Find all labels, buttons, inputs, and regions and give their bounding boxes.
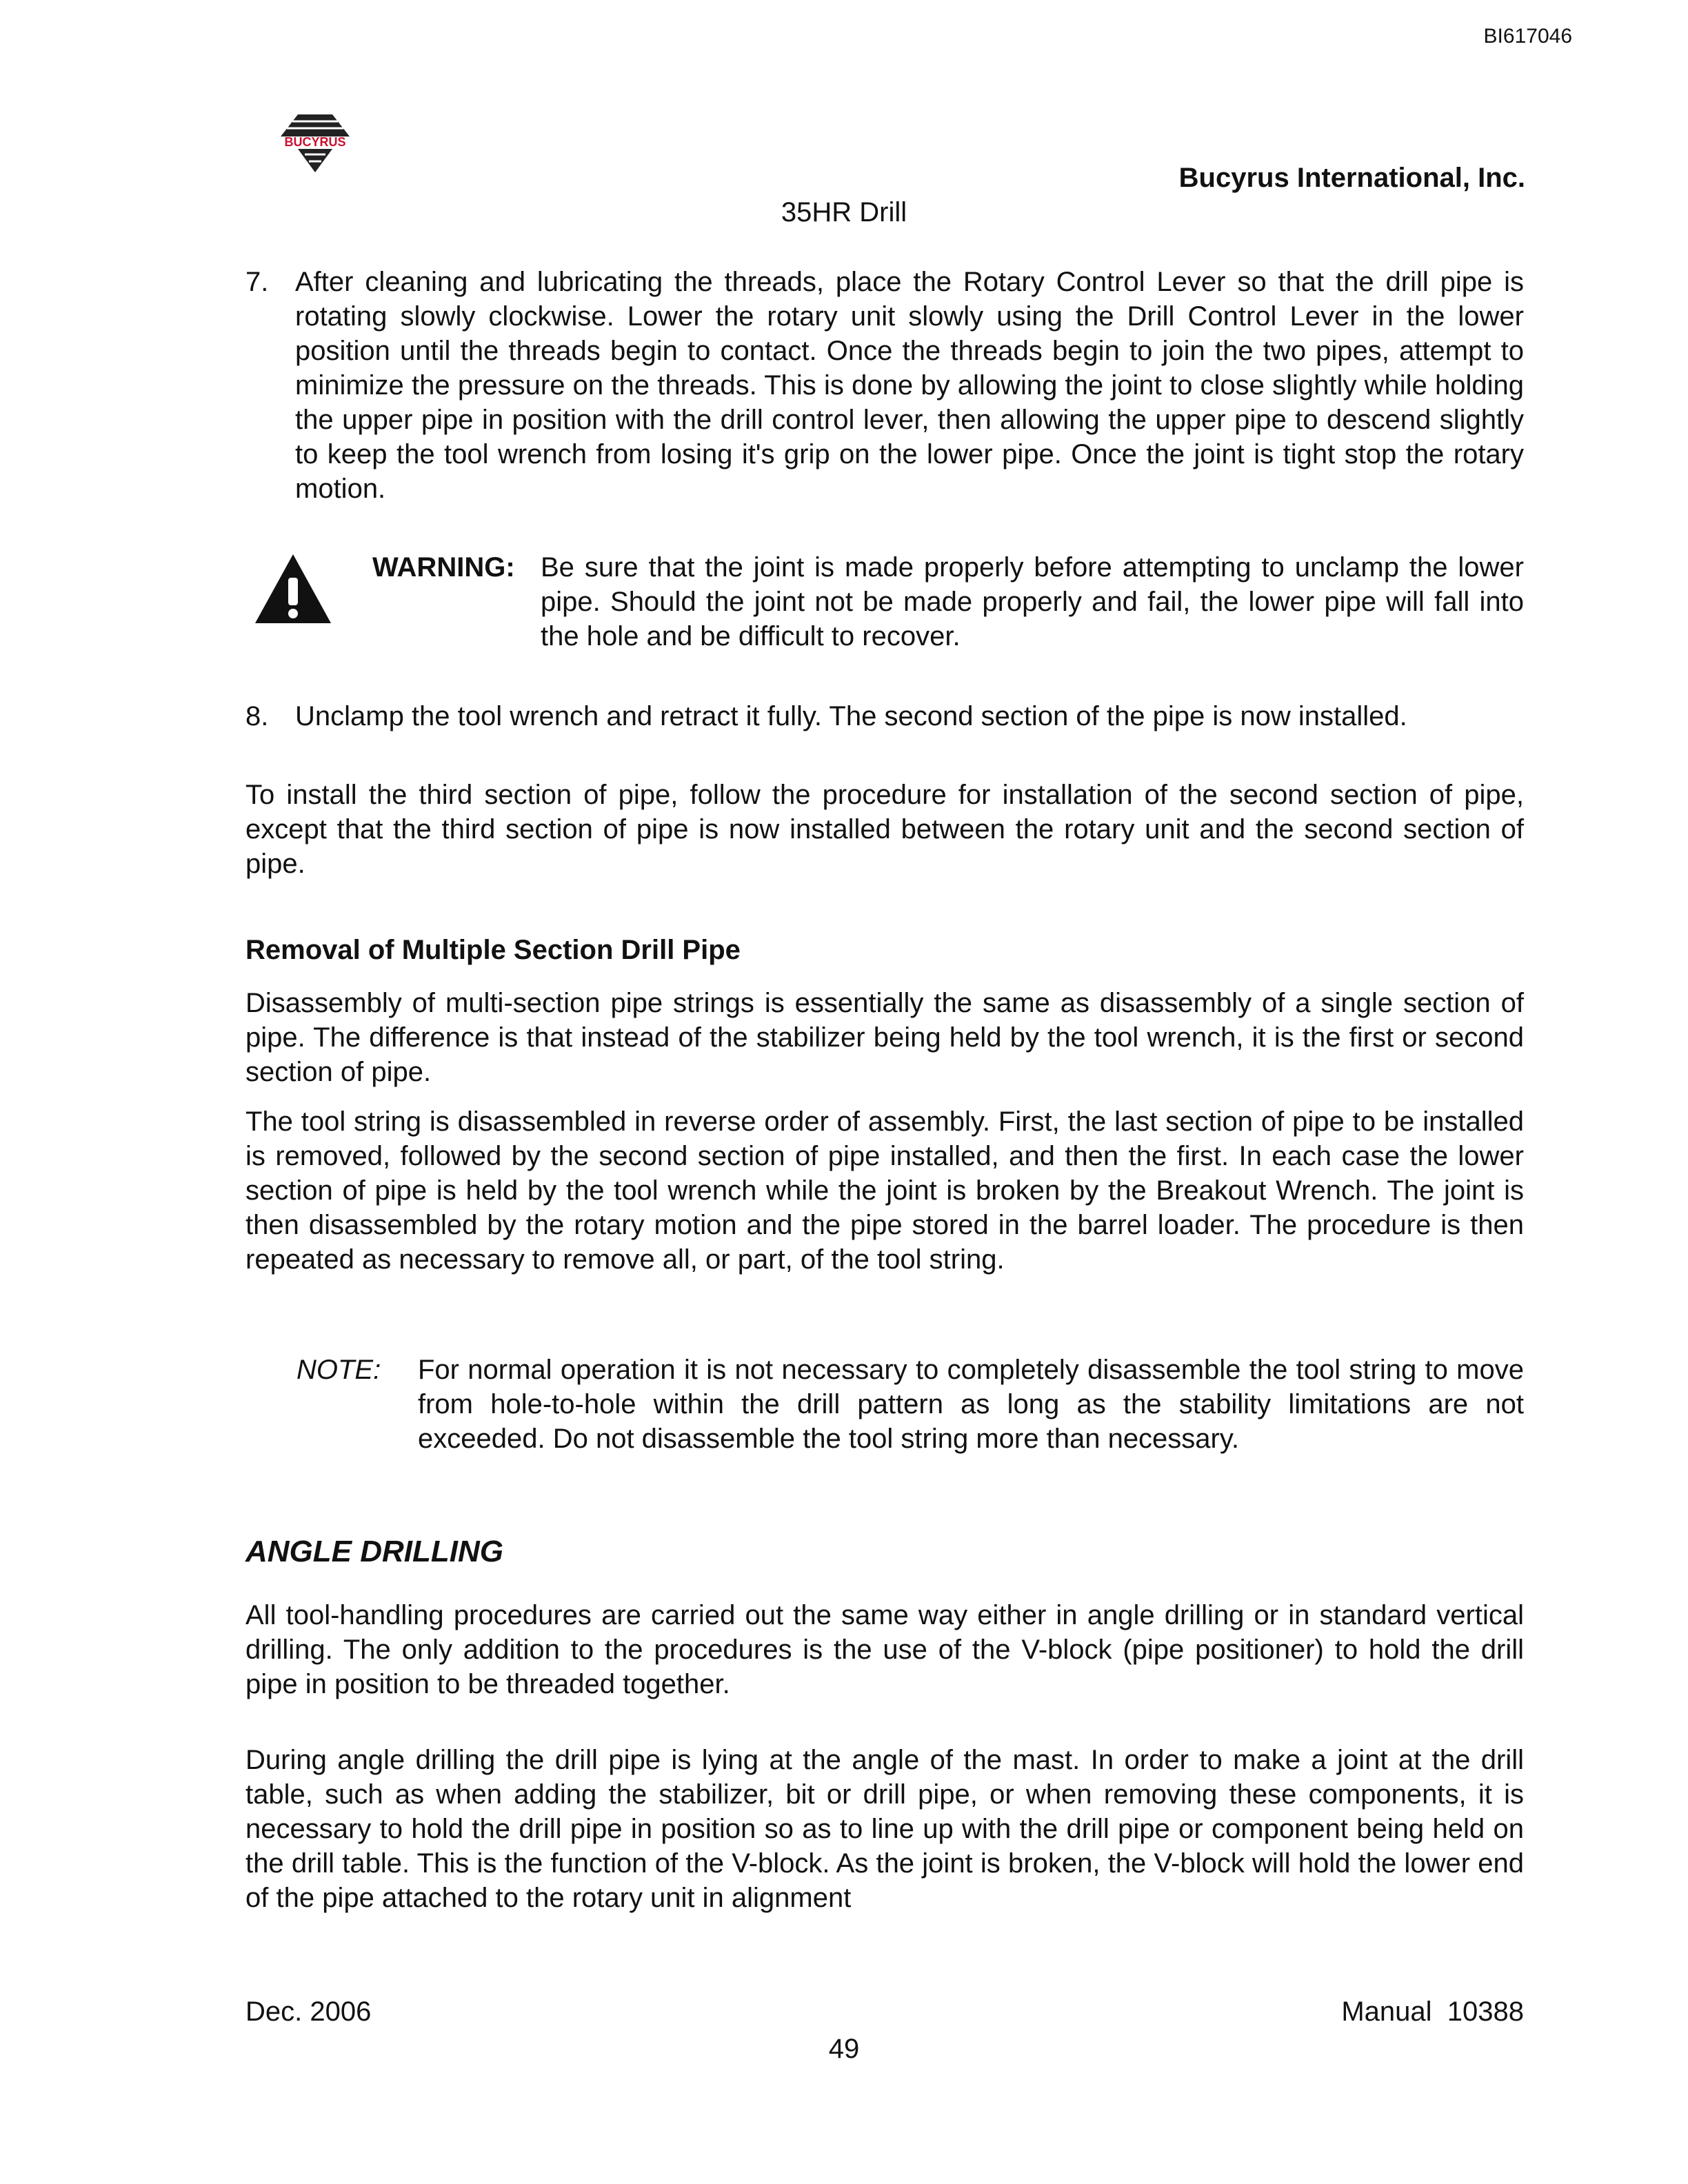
step-number: 8. [245, 701, 269, 731]
paragraph-angle-2: During angle drilling the drill pipe is lying at the angle of the mast. In order to make a joint at the drill table, such as when adding the stabilizer, bit or drill pipe, or when removing these components, it is necessary to hold the drill pipe in position so as to line up with the drill pipe or component being held on the drill table. This is the function of the V-block. As the joint is broken, the V-block will hold the lower end of the pipe attached to the rotary unit in alignment [245, 1745, 1524, 1913]
warning-block [372, 550, 1524, 654]
step-number: 7. [245, 267, 269, 297]
note-text: For normal operation it is not necessary to completely disassemble the tool string to move from hole-to-hole within the drill pattern as long as the stability limitations are not exceeded. Do not disassemble the tool string more than necessary. [418, 1355, 1524, 1454]
step-7 [245, 265, 1524, 506]
paragraph-angle-1: All tool-handling procedures are carried out the same way either in angle drilling or in standard vertical drilling. The only addition to the procedures is the use of the V-block (pipe positioner) to hold the drill pipe in position to be threaded together. [245, 1600, 1524, 1699]
company-name: Bucyrus International, Inc. [1178, 163, 1525, 193]
warning-triangle-icon [252, 552, 334, 626]
page-number: 49 [828, 2034, 860, 2064]
bucyrus-logo [257, 109, 374, 178]
footer-manual-number: Manual 10388 [1341, 1996, 1524, 2027]
warning-text: Be sure that the joint is made properly before attempting to unclamp the lower pipe. Should the joint not be made properly and fail, the lower pipe will fall into the hole and be difficult to recover. [541, 552, 1524, 651]
product-title: 35HR Drill [781, 197, 907, 228]
step-text: After cleaning and lubricating the threads, place the Rotary Control Lever so that the drill pipe is rotating slowly clockwise. Lower the rotary unit slowly using the Drill Control Lever in the lower position until the threads begin to contact. Once the threads begin to join the two pipes, attempt to minimize the pressure on the threads. This is done by allowing the joint to close slightly while holding the upper pipe in position with the drill control lever, then allowing the upper pipe to descend slightly to keep the tool wrench from losing it's grip on the lower pipe. Once the joint is tight stop the rotary motion. [295, 267, 1524, 504]
svg-text:BUCYRUS: BUCYRUS [284, 135, 346, 149]
warning-label: WARNING: [372, 552, 515, 583]
section-heading-angle-drilling: ANGLE DRILLING [245, 1535, 503, 1568]
step-8 [245, 699, 1524, 734]
note-label: NOTE: [297, 1355, 381, 1385]
paragraph-removal-1: Disassembly of multi-section pipe strings is essentially the same as disassembly of a single section of pipe. The difference is that instead of the stabilizer being held by the tool wrench, it is the first or second section of pipe. [245, 988, 1524, 1087]
step-text: Unclamp the tool wrench and retract it fully. The second section of the pipe is now installed. [295, 701, 1407, 731]
subheading-removal: Removal of Multiple Section Drill Pipe [245, 935, 741, 965]
note-block [297, 1353, 1524, 1456]
paragraph-removal-2: The tool string is disassembled in reverse order of assembly. First, the last section of pipe to be installed is removed, followed by the second section of pipe installed, and then the first. In each case the lower section of pipe is held by the tool wrench while the joint is broken by the Breakout Wrench. The joint is then disassembled by the rotary motion and the pipe stored in the barrel loader. The procedure is then repeated as necessary to remove all, or part, of the tool string. [245, 1106, 1524, 1275]
footer-date: Dec. 2006 [245, 1996, 372, 2027]
document-id: BI617046 [1483, 25, 1572, 48]
paragraph-third-section: To install the third section of pipe, follow the procedure for installation of the second section of pipe, except that the third section of pipe is now installed between the rotary unit and the second section of pipe. [245, 780, 1524, 879]
